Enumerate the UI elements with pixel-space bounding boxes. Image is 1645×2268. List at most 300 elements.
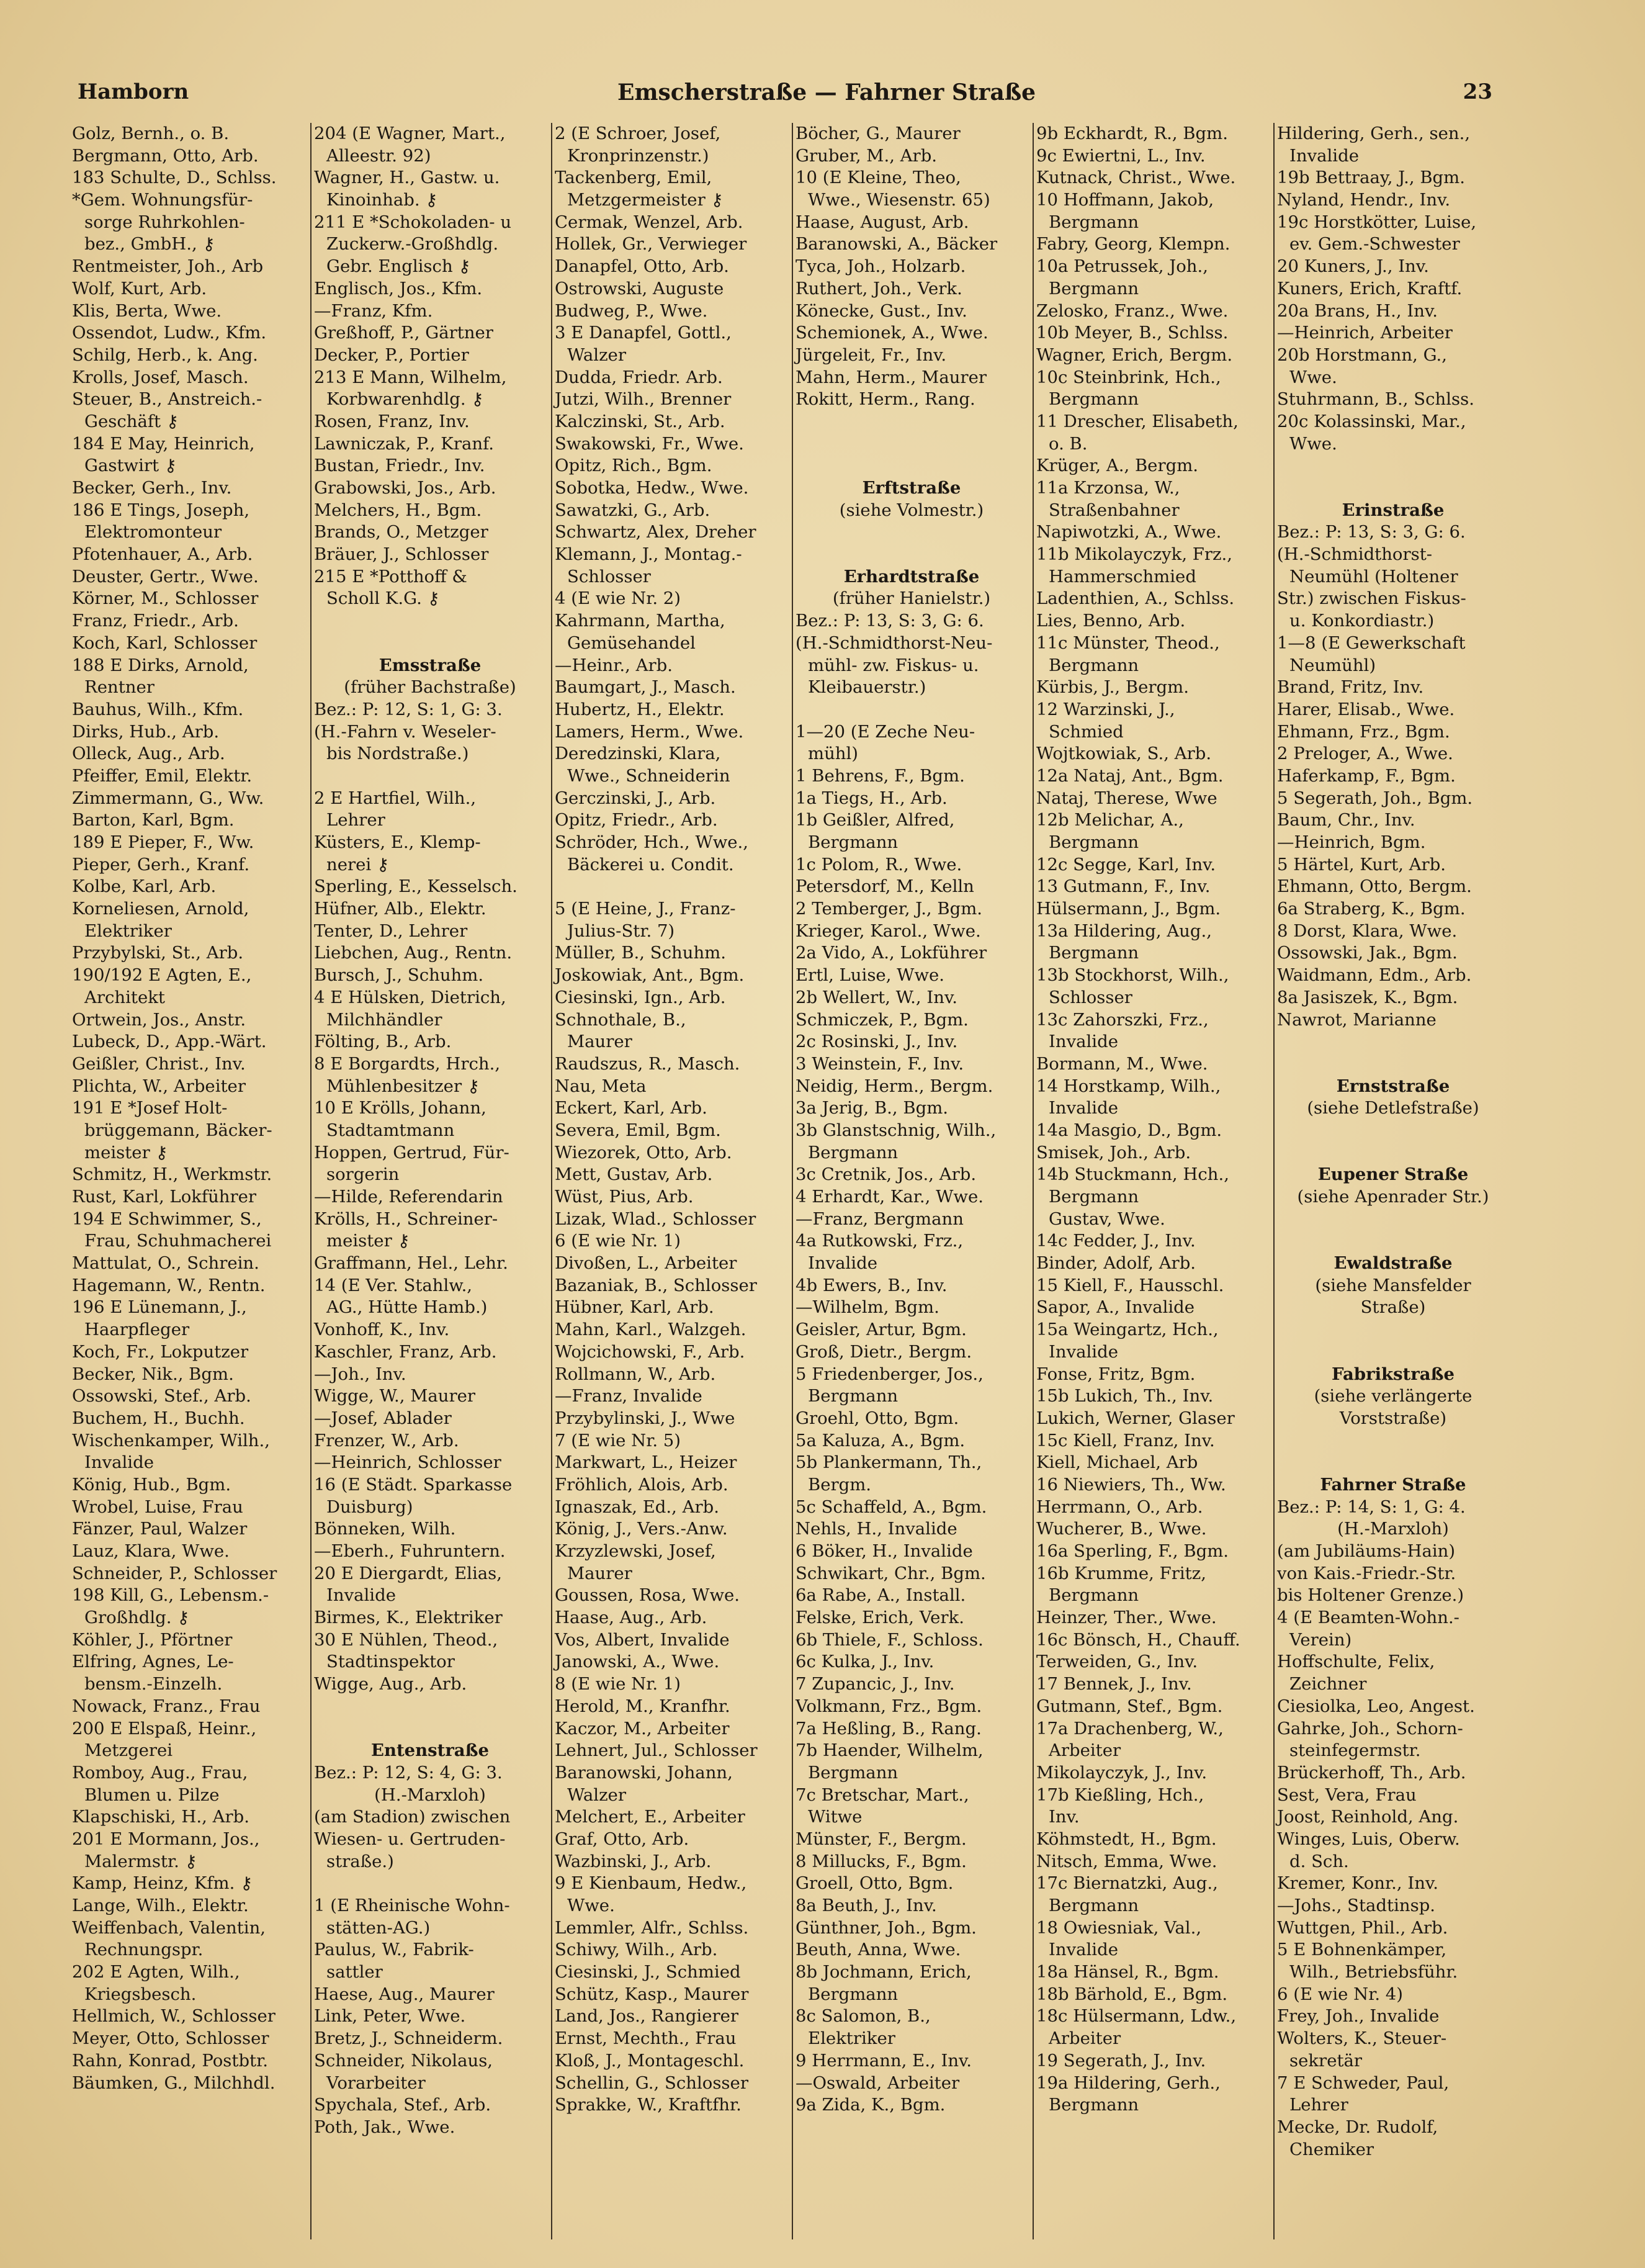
directory-entry: (siehe Apenrader Str.) <box>1297 1187 1489 1207</box>
directory-entry: Bez.: P: 13, S: 3, G: 6. <box>796 611 984 631</box>
directory-entry: —Joh., Inv. <box>314 1364 406 1384</box>
directory-entry: Mikolayczyk, J., Inv. <box>1036 1762 1208 1783</box>
directory-entry: 190/192 E Agten, E., <box>72 965 252 986</box>
directory-entry: 1c Polom, R., Wwe. <box>796 854 962 875</box>
directory-entry: 10c Steinbrink, Hch., <box>1036 367 1221 387</box>
directory-entry: 10 E Krölls, Johann, <box>314 1098 486 1118</box>
directory-entry: Hoppen, Gertrud, Für- <box>314 1142 509 1163</box>
spacer <box>312 610 549 632</box>
directory-entry: Großhdlg. ⚷ <box>84 1608 190 1628</box>
directory-entry: Golz, Bernh., o. B. <box>72 124 230 143</box>
street-heading: Erinstraße <box>1342 500 1445 520</box>
directory-entry: Markwart, L., Heizer <box>555 1452 737 1473</box>
directory-entry: 14a Masgio, D., Bgm. <box>1036 1120 1222 1140</box>
directory-entry: 204 (E Wagner, Mart., <box>314 124 506 143</box>
directory-entry: 9a Zida, K., Bgm. <box>796 2095 946 2115</box>
directory-entry: Wojtkowiak, S., Arb. <box>1036 744 1212 764</box>
directory-entry: 6 (E wie Nr. 1) <box>555 1231 681 1251</box>
directory-entry: Bergmann <box>1049 389 1139 410</box>
directory-entry: Bergmann, Otto, Arb. <box>72 145 259 166</box>
directory-entry: 9c Ewiertni, L., Inv. <box>1036 145 1206 166</box>
directory-entry: Brand, Fritz, Inv. <box>1277 677 1424 698</box>
spacer <box>1275 1319 1512 1341</box>
directory-entry: Zuckerw.-Großhdlg. <box>326 234 499 254</box>
directory-entry: Waidmann, Edm., Arb. <box>1277 965 1472 986</box>
directory-entry: Pfotenhauer, A., Arb. <box>72 544 253 565</box>
street-heading: Emsstraße <box>379 655 482 675</box>
directory-entry: 17a Drachenberg, W., <box>1036 1718 1224 1739</box>
directory-entry: Kinoinhab. ⚷ <box>326 190 438 210</box>
directory-entry: 202 E Agten, Wilh., <box>72 1962 240 1982</box>
directory-entry: Bez.: P: 12, S: 1, G: 3. <box>314 699 503 719</box>
directory-entry: Kronprinzenstr.) <box>567 145 709 166</box>
directory-entry: Geißler, Christ., Inv. <box>72 1053 246 1074</box>
directory-entry: Bauhus, Wilh., Kfm. <box>72 699 244 719</box>
directory-entry: Julius-Str. 7) <box>567 920 675 941</box>
directory-entry: 19c Horstkötter, Luise, <box>1277 212 1477 232</box>
directory-entry: 15b Lukich, Th., Inv. <box>1036 1386 1214 1406</box>
directory-entry: 188 E Dirks, Arnold, <box>72 655 249 675</box>
directory-entry: Ossowski, Jak., Bgm. <box>1277 943 1458 963</box>
directory-entry: Joost, Reinhold, Ang. <box>1277 1807 1459 1827</box>
directory-entry: Inv. <box>1049 1807 1080 1827</box>
directory-entry: Hubertz, H., Elektr. <box>555 699 725 719</box>
directory-entry: Bergm. <box>808 1474 872 1495</box>
directory-entry: Geschäft ⚷ <box>84 411 179 431</box>
column-2 <box>310 123 549 2239</box>
directory-entry: Lange, Wilh., Elektr. <box>72 1896 249 1915</box>
directory-entry: Lubeck, D., App.-Wärt. <box>72 1032 267 1052</box>
directory-entry: Melchert, E., Arbeiter <box>555 1807 745 1827</box>
directory-entry: 20b Horstmann, G., <box>1277 344 1448 365</box>
directory-entry: Mett, Gustav, Arb. <box>555 1164 713 1185</box>
directory-entry: 7c Bretschar, Mart., <box>796 1784 969 1805</box>
directory-entry: 3b Glanstschnig, Wilh., <box>796 1120 997 1140</box>
directory-entry: d. Sch. <box>1289 1851 1349 1871</box>
directory-entry: Kahrmann, Martha, <box>555 611 725 631</box>
directory-entry: Wagner, Erich, Bergm. <box>1036 344 1233 365</box>
directory-entry: Englisch, Jos., Kfm. <box>314 278 483 299</box>
directory-entry: Deredzinski, Klara, <box>555 744 721 764</box>
directory-entry: Bergmann <box>1049 1585 1139 1606</box>
directory-entry: Danapfel, Otto, Arb. <box>555 256 729 277</box>
directory-entry: Baum, Chr., Inv. <box>1277 810 1415 830</box>
directory-entry: Wuttgen, Phil., Arb. <box>1277 1917 1448 1938</box>
directory-entry: Haferkamp, F., Bgm. <box>1277 765 1456 786</box>
directory-entry: 7b Haender, Wilhelm, <box>796 1740 984 1761</box>
directory-entry: (siehe Volmestr.) <box>839 500 984 520</box>
directory-entry: Zeichner <box>1289 1674 1367 1694</box>
directory-entry: Lukich, Werner, Glaser <box>1036 1408 1235 1428</box>
directory-entry: Kaschler, Franz, Arb. <box>314 1341 497 1362</box>
directory-entry: Ortwein, Jos., Anstr. <box>72 1009 246 1030</box>
directory-entry: 16 (E Städt. Sparkasse <box>314 1474 513 1495</box>
directory-entry: 194 E Schwimmer, S., <box>72 1208 262 1229</box>
directory-entry: —Oswald, Arbeiter <box>796 2072 960 2093</box>
directory-entry: Verein) <box>1289 1629 1352 1650</box>
directory-entry: Vos, Albert, Invalide <box>555 1629 730 1650</box>
directory-entry: Invalide <box>326 1585 396 1606</box>
directory-entry: Frenzer, W., Arb. <box>314 1430 459 1451</box>
directory-entry: Buchem, H., Buchh. <box>72 1408 245 1428</box>
directory-entry: Bergmann <box>1049 655 1139 675</box>
directory-entry: —Josef, Ablader <box>314 1408 452 1428</box>
directory-entry: Scholl K.G. ⚷ <box>326 588 440 609</box>
directory-entry: Pieper, Gerh., Kranf. <box>72 854 250 875</box>
directory-entry: Köhmstedt, H., Bgm. <box>1036 1829 1217 1849</box>
directory-entry: 5 E Bohnenkämper, <box>1277 1940 1447 1960</box>
directory-entry: Lehnert, Jul., Schlosser <box>555 1740 758 1761</box>
directory-entry: 4 (E Beamten-Wohn.- <box>1277 1608 1459 1628</box>
directory-entry: 211 E *Schokoladen- u <box>314 212 512 232</box>
directory-entry: Groell, Otto, Bgm. <box>796 1873 954 1894</box>
directory-entry: Sobotka, Hedw., Wwe. <box>555 478 749 498</box>
directory-entry: Lehrer <box>1289 2095 1348 2115</box>
directory-columns <box>69 123 1515 2239</box>
directory-entry: sorgerin <box>326 1164 400 1185</box>
directory-entry: Winges, Luis, Oberw. <box>1277 1829 1460 1849</box>
directory-entry: Invalide <box>1289 145 1359 166</box>
directory-entry: Walzer <box>567 1784 626 1805</box>
directory-entry: Stuhrmann, B., Schlss. <box>1277 389 1474 410</box>
directory-entry: Nyland, Hendr., Inv. <box>1277 190 1451 210</box>
directory-entry: Lamers, Herm., Wwe. <box>555 721 744 742</box>
directory-entry: Chemiker <box>1289 2139 1374 2159</box>
spacer <box>1275 1452 1512 1474</box>
directory-entry: Bergmann <box>1049 1187 1139 1207</box>
directory-entry: von Kais.-Friedr.-Str. <box>1277 1563 1456 1583</box>
directory-entry: 14 Horstkamp, Wilh., <box>1036 1076 1221 1096</box>
directory-entry: Schmiczek, P., Bgm. <box>796 1009 969 1030</box>
directory-entry: Volkmann, Frz., Bgm. <box>796 1696 982 1716</box>
directory-entry: Mühlenbesitzer ⚷ <box>326 1076 480 1096</box>
directory-entry: 2b Wellert, W., Inv. <box>796 987 957 1007</box>
directory-entry: Wwe. <box>1289 367 1337 387</box>
directory-entry: Bergmann <box>1049 832 1139 852</box>
directory-entry: 8 Dorst, Klara, Wwe. <box>1277 920 1458 941</box>
directory-entry: 10b Meyer, B., Schlss. <box>1036 323 1229 343</box>
directory-entry: 8a Jasiszek, K., Bgm. <box>1277 987 1458 1007</box>
spacer <box>1275 1208 1512 1231</box>
directory-entry: Bormann, M., Wwe. <box>1036 1053 1208 1074</box>
directory-entry: 20c Kolassinski, Mar., <box>1277 411 1466 431</box>
directory-entry: Hammerschmied <box>1049 566 1196 587</box>
directory-entry: —Heinrich, Schlosser <box>314 1452 501 1473</box>
directory-entry: 14b Stuckmann, Hch., <box>1036 1164 1229 1185</box>
directory-entry: Spychala, Stef., Arb. <box>314 2095 491 2115</box>
directory-entry: Gruber, M., Arb. <box>796 145 938 166</box>
directory-entry: 9 E Kienbaum, Hedw., <box>555 1873 747 1894</box>
directory-entry: Mahn, Karl., Walzgeh. <box>555 1320 746 1340</box>
directory-entry: straße.) <box>326 1851 394 1871</box>
directory-entry: 5c Schaffeld, A., Bgm. <box>796 1496 987 1517</box>
spacer <box>793 699 1030 721</box>
directory-entry: 20a Brans, H., Inv. <box>1277 300 1438 321</box>
directory-entry: Metzgermeister ⚷ <box>567 190 724 210</box>
directory-entry: Kleibauerstr.) <box>808 677 926 698</box>
directory-entry: Fonse, Fritz, Bgm. <box>1036 1364 1196 1384</box>
directory-entry: Schwartz, Alex, Dreher <box>555 522 756 542</box>
directory-entry: Olleck, Aug., Arb. <box>72 744 225 764</box>
directory-entry: Jürgeleit, Fr., Inv. <box>796 344 947 365</box>
directory-entry: Haase, August, Arb. <box>796 212 969 232</box>
directory-entry: Sperling, E., Kesselsch. <box>314 876 518 897</box>
directory-entry: Lauz, Klara, Wwe. <box>72 1541 230 1561</box>
directory-entry: 2 (E Schroer, Josef, <box>555 124 721 143</box>
directory-entry: Graf, Otto, Arb. <box>555 1829 689 1849</box>
directory-entry: Baumgart, J., Masch. <box>555 677 736 698</box>
directory-entry: Ossendot, Ludw., Kfm. <box>72 323 267 343</box>
directory-entry: Münster, F., Bergm. <box>796 1829 967 1849</box>
directory-entry: Smisek, Joh., Arb. <box>1036 1142 1191 1163</box>
directory-entry: Felske, Erich, Verk. <box>796 1608 964 1628</box>
directory-entry: Neidig, Herm., Bergm. <box>796 1076 993 1096</box>
directory-entry: Krolls, Josef, Masch. <box>72 367 249 387</box>
directory-entry: Fölting, B., Arb. <box>314 1032 452 1052</box>
directory-entry: sekretär <box>1289 2050 1363 2071</box>
directory-entry: o. B. <box>1049 433 1088 454</box>
directory-entry: Wolters, K., Steuer- <box>1277 2028 1447 2049</box>
directory-entry: 4 Erhardt, Kar., Wwe. <box>796 1187 984 1207</box>
directory-entry: Invalide <box>808 1253 877 1274</box>
directory-entry: Paulus, W., Fabrik- <box>314 1940 474 1960</box>
directory-entry: 5b Plankermann, Th., <box>796 1452 982 1473</box>
directory-entry: 16c Bönsch, H., Chauff. <box>1036 1629 1240 1650</box>
directory-entry: Frey, Joh., Invalide <box>1277 2006 1440 2027</box>
directory-entry: Gustav, Wwe. <box>1049 1208 1165 1229</box>
directory-entry: Nowack, Franz., Frau <box>72 1696 261 1716</box>
directory-entry: Kiell, Michael, Arb <box>1036 1452 1198 1473</box>
directory-entry: Bretz, J., Schneiderm. <box>314 2028 503 2049</box>
directory-entry: Kloß, J., Montageschl. <box>555 2050 745 2071</box>
directory-entry: Zelosko, Franz., Wwe. <box>1036 300 1229 321</box>
directory-entry: 200 E Elspaß, Heinr., <box>72 1718 257 1739</box>
directory-entry: Dudda, Friedr. Arb. <box>555 367 723 387</box>
directory-entry: 16 Niewiers, Th., Ww. <box>1036 1474 1226 1495</box>
column-1 <box>69 123 307 2239</box>
directory-entry: Terweiden, G., Inv. <box>1036 1652 1198 1672</box>
directory-entry: —Heinr., Arb. <box>555 655 673 675</box>
directory-entry: Bräuer, J., Schlosser <box>314 544 489 565</box>
directory-entry: Ladenthien, A., Schlss. <box>1036 588 1235 609</box>
directory-entry: sattler <box>326 1962 383 1982</box>
directory-entry: Günthner, Joh., Bgm. <box>796 1917 977 1938</box>
directory-entry: Wigge, Aug., Arb. <box>314 1674 467 1694</box>
directory-entry: Mahn, Herm., Maurer <box>796 367 987 387</box>
street-heading: Entenstraße <box>370 1740 490 1761</box>
spacer <box>312 1696 549 1718</box>
directory-entry: Bäumken, G., Milchhdl. <box>72 2072 276 2093</box>
directory-entry: Böcher, G., Maurer <box>796 124 961 143</box>
directory-entry: 10a Petrussek, Joh., <box>1036 256 1209 277</box>
directory-entry: 10 (E Kleine, Theo, <box>796 168 961 188</box>
directory-entry: Gahrke, Joh., Schorn- <box>1277 1718 1463 1739</box>
column-4 <box>792 123 1030 2239</box>
directory-entry: 14c Fedder, J., Inv. <box>1036 1231 1196 1251</box>
directory-entry: Alleestr. 92) <box>326 145 431 166</box>
directory-entry: mühl) <box>808 744 859 764</box>
directory-entry: 196 E Lünemann, J., <box>72 1297 247 1318</box>
directory-entry: Rentmeister, Joh., Arb <box>72 256 264 277</box>
directory-entry: Schwikart, Chr., Bgm. <box>796 1563 986 1583</box>
directory-entry: Arbeiter <box>1049 1740 1121 1761</box>
directory-entry: Schlosser <box>567 566 651 587</box>
street-heading: Ewaldstraße <box>1333 1253 1453 1274</box>
spacer <box>1275 477 1512 500</box>
directory-entry: Weiffenbach, Valentin, <box>72 1917 266 1938</box>
directory-entry: Lemmler, Alfr., Schlss. <box>555 1917 749 1938</box>
directory-entry: Decker, P., Portier <box>314 344 469 365</box>
directory-entry: Maurer <box>567 1032 632 1052</box>
directory-entry: Gastwirt ⚷ <box>84 456 177 476</box>
directory-entry: —Eberh., Fuhruntern. <box>314 1541 506 1561</box>
directory-entry: 11a Krzonsa, W., <box>1036 478 1180 498</box>
directory-entry: 4a Rutkowski, Frz., <box>796 1231 964 1251</box>
directory-entry: 8 E Borgardts, Hrch., <box>314 1053 501 1074</box>
directory-entry: 30 E Nühlen, Theod., <box>314 1629 498 1650</box>
directory-entry: 15c Kiell, Franz, Inv. <box>1036 1430 1215 1451</box>
directory-entry: 198 Kill, G., Lebensm.- <box>72 1585 269 1606</box>
directory-entry: Schütz, Kasp., Maurer <box>555 1984 749 2004</box>
directory-entry: Nawrot, Marianne <box>1277 1009 1437 1030</box>
directory-entry: —Hilde, Referendarin <box>314 1187 503 1207</box>
spacer <box>1275 1120 1512 1142</box>
page-header <box>78 79 1492 117</box>
directory-entry: 2c Rosinski, J., Inv. <box>796 1032 958 1052</box>
directory-entry: 13c Zahorszki, Frz., <box>1036 1009 1209 1030</box>
directory-entry: 1—8 (E Gewerkschaft <box>1277 632 1466 653</box>
directory-entry: Graffmann, Hel., Lehr. <box>314 1253 508 1274</box>
directory-entry: Mecke, Dr. Rudolf, <box>1277 2117 1438 2137</box>
directory-entry: Bez.: P: 14, S: 1, G: 4. <box>1277 1496 1466 1517</box>
directory-entry: (H.-Marxloh) <box>374 1784 486 1805</box>
directory-entry: Ciesiolka, Leo, Angest. <box>1277 1696 1475 1716</box>
directory-entry: Bergmann <box>808 1984 899 2004</box>
directory-entry: 19b Bettraay, J., Bgm. <box>1277 168 1465 188</box>
directory-entry: Tenter, D., Lehrer <box>314 920 468 941</box>
directory-entry: Ernst, Mechth., Frau <box>555 2028 737 2049</box>
directory-entry: 8b Jochmann, Erich, <box>796 1962 972 1982</box>
directory-entry: 6a Straberg, K., Bgm. <box>1277 899 1466 919</box>
directory-entry: Schröder, Hch., Wwe., <box>555 832 749 852</box>
directory-entry: Tyca, Joh., Holzarb. <box>796 256 966 277</box>
directory-entry: Goussen, Rosa, Wwe. <box>555 1585 740 1606</box>
directory-entry: Nehls, H., Invalide <box>796 1519 957 1539</box>
directory-entry: Krölls, H., Schreiner- <box>314 1208 498 1229</box>
directory-entry: Petersdorf, M., Kelln <box>796 876 974 897</box>
directory-entry: —Heinrich, Arbeiter <box>1277 323 1453 343</box>
directory-entry: 19 Segerath, J., Inv. <box>1036 2050 1206 2071</box>
directory-entry: Hagemann, W., Rentn. <box>72 1275 266 1295</box>
directory-entry: 3 Weinstein, F., Inv. <box>796 1053 964 1074</box>
directory-entry: (siehe Detlefstraße) <box>1307 1098 1479 1118</box>
directory-entry: Sapor, A., Invalide <box>1036 1297 1195 1318</box>
directory-entry: Lies, Benno, Arb. <box>1036 611 1186 631</box>
directory-entry: Deuster, Gertr., Wwe. <box>72 566 259 587</box>
directory-entry: Wilh., Betriebsführ. <box>1289 1962 1458 1982</box>
directory-entry: Schneider, Nikolaus, <box>314 2050 493 2071</box>
directory-entry: 11 Drescher, Elisabeth, <box>1036 411 1239 431</box>
directory-entry: —Franz, Invalide <box>555 1386 702 1406</box>
directory-entry: Arbeiter <box>1049 2028 1121 2049</box>
directory-entry: sorge Ruhrkohlen- <box>84 212 245 232</box>
directory-entry: 2a Vido, A., Lokführer <box>796 943 987 963</box>
directory-entry: Hüfner, Alb., Elektr. <box>314 899 486 919</box>
spacer <box>1275 1430 1512 1452</box>
directory-entry: Gutmann, Stef., Bgm. <box>1036 1696 1223 1716</box>
directory-entry: 6 (E wie Nr. 4) <box>1277 1984 1404 2004</box>
directory-entry: Ehmann, Otto, Bergm. <box>1277 876 1472 897</box>
directory-entry: Malermstr. ⚷ <box>84 1851 197 1871</box>
spacer <box>1275 1341 1512 1364</box>
directory-entry: Liebchen, Aug., Rentn. <box>314 943 513 963</box>
directory-entry: Schneider, P., Schlosser <box>72 1563 277 1583</box>
directory-entry: Melchers, H., Bgm. <box>314 500 482 520</box>
directory-entry: Herold, M., Kranfhr. <box>555 1696 730 1716</box>
directory-entry: Rokitt, Herm., Rang. <box>796 389 975 410</box>
directory-entry: (H.-Schmidthorst- <box>1277 544 1433 565</box>
directory-entry: 213 E Mann, Wilhelm, <box>314 367 507 387</box>
directory-entry: Bergmann <box>1049 212 1139 232</box>
directory-entry: Joskowiak, Ant., Bgm. <box>555 965 745 986</box>
directory-entry: 1a Tiegs, H., Arb. <box>796 788 948 808</box>
directory-entry: (siehe Mansfelder <box>1315 1275 1471 1295</box>
directory-entry: Schellin, G., Schlosser <box>555 2072 748 2093</box>
directory-entry: 17c Biernatzki, Aug., <box>1036 1873 1218 1894</box>
directory-entry: 3a Jerig, B., Bgm. <box>796 1098 949 1118</box>
directory-entry: 2 Preloger, A., Wwe. <box>1277 744 1453 764</box>
directory-entry: Rust, Karl, Lokführer <box>72 1187 257 1207</box>
directory-entry: 12 Warzinski, J., <box>1036 699 1175 719</box>
directory-entry: Baranowski, A., Bäcker <box>796 234 998 254</box>
spacer <box>1275 1230 1512 1253</box>
directory-entry: 20 E Diergardt, Elias, <box>314 1563 503 1583</box>
directory-entry: 12c Segge, Karl, Inv. <box>1036 854 1216 875</box>
directory-entry: Krzyzlewski, Josef, <box>555 1541 716 1561</box>
directory-entry: Bergmann <box>808 832 899 852</box>
directory-entry: Rollmann, W., Arb. <box>555 1364 716 1384</box>
directory-entry: 16a Sperling, F., Bgm. <box>1036 1541 1229 1561</box>
directory-entry: Straßenbahner <box>1049 500 1180 520</box>
directory-entry: Ciesinski, J., Schmied <box>555 1962 741 1982</box>
directory-entry: Franz, Friedr., Arb. <box>72 611 239 631</box>
spacer <box>312 1718 549 1740</box>
directory-entry: 215 E *Potthoff & <box>314 566 467 587</box>
directory-entry: Brands, O., Metzger <box>314 522 488 542</box>
directory-entry: Nau, Meta <box>555 1076 647 1096</box>
directory-entry: Birmes, K., Elektriker <box>314 1608 503 1628</box>
directory-entry: Invalide <box>1049 1032 1118 1052</box>
directory-entry: Wwe., Schneiderin <box>567 765 730 786</box>
directory-entry: Korneliesen, Arnold, <box>72 899 249 919</box>
directory-entry: 18a Hänsel, R., Bgm. <box>1036 1962 1219 1982</box>
directory-entry: Groß, Dietr., Bergm. <box>796 1341 972 1362</box>
directory-entry: Koch, Fr., Lokputzer <box>72 1341 249 1362</box>
directory-entry: Lawniczak, P., Kranf. <box>314 433 495 454</box>
directory-entry: Küsters, E., Klemp- <box>314 832 481 852</box>
directory-entry: steinfegermstr. <box>1289 1740 1421 1761</box>
directory-entry: —Wilhelm, Bgm. <box>796 1297 939 1318</box>
directory-entry: 14 (E Ver. Stahlw., <box>314 1275 473 1295</box>
directory-entry: 9b Eckhardt, R., Bgm. <box>1036 124 1228 143</box>
street-heading: Eupener Straße <box>1317 1164 1469 1185</box>
directory-entry: brüggemann, Bäcker- <box>84 1120 272 1140</box>
directory-entry: 18 Owiesniak, Val., <box>1036 1917 1202 1938</box>
directory-entry: Korbwarenhdlg. ⚷ <box>326 389 484 410</box>
directory-entry: Elfring, Agnes, Le- <box>72 1652 234 1672</box>
street-heading: Erhardtstraße <box>843 566 980 587</box>
directory-entry: Eckert, Karl, Arb. <box>555 1098 707 1118</box>
